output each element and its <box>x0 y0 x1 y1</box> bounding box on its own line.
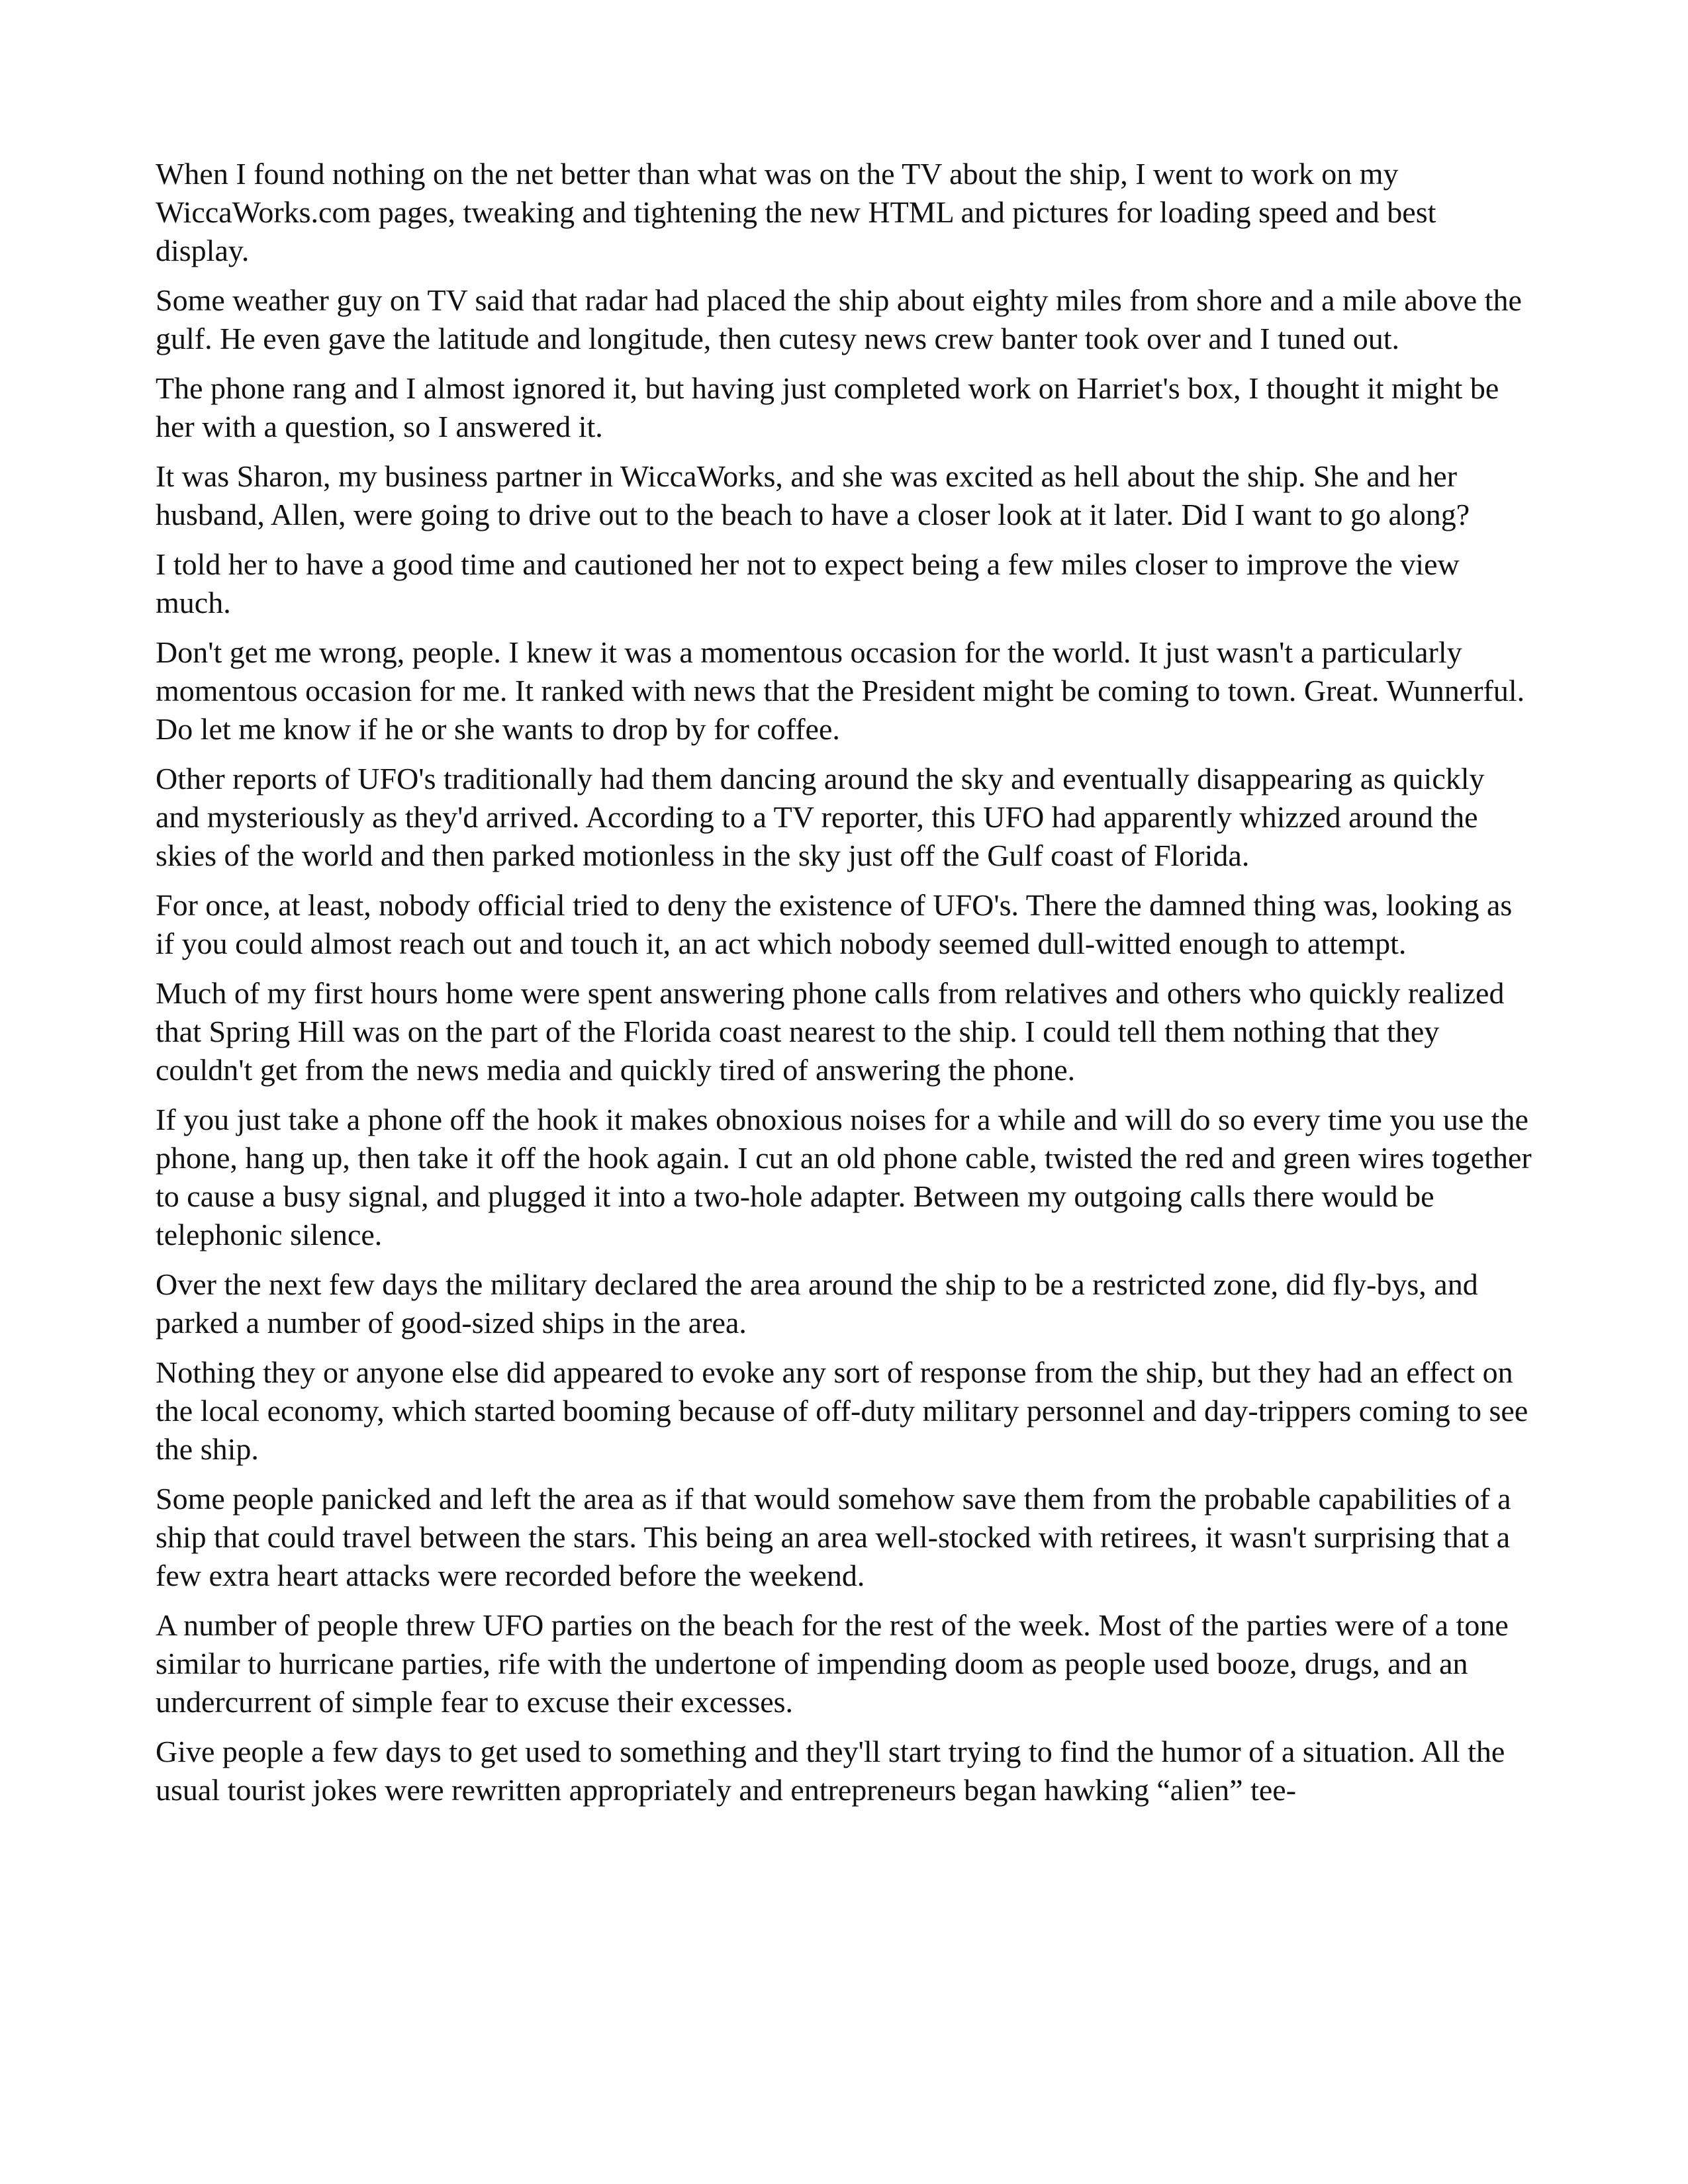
paragraph-3: The phone rang and I almost ignored it, but having just completed work on Harriet's box, I thought it might be her with a question, so I answered it. <box>156 371 1499 443</box>
paragraph-1: When I found nothing on the net better than what was on the TV about the ship, I went to work on my WiccaWorks.com pages, tweaking and tightening the new HTML and pictures for loading speed and best display. <box>156 157 1436 267</box>
paragraph-14: A number of people threw UFO parties on the beach for the rest of the week. Most of the parties were of a tone similar to hurricane parties, rife with the undertone of impending doom as people used booze, drugs, and an undercurrent of simple fear to excuse their excesses. <box>156 1608 1509 1719</box>
paragraph-4: It was Sharon, my business partner in WiccaWorks, and she was excited as hell about the ship. She and her husband, Allen, were going to drive out to the beach to have a closer look at it later. Did I want to go along? <box>156 459 1470 531</box>
paragraph-8: For once, at least, nobody official tried to deny the existence of UFO's. There the damned thing was, looking as if you could almost reach out and touch it, an act which nobody seemed dull-witted enough to attempt. <box>156 888 1513 960</box>
paragraph-13: Some people panicked and left the area as if that would somehow save them from the probable capabilities of a ship that could travel between the stars. This being an area well-stocked with retirees, it wasn't surprising that a few extra heart attacks were recorded before the weekend. <box>156 1482 1511 1592</box>
paragraph-15: Give people a few days to get used to something and they'll start trying to find the humor of a situation. All the usual tourist jokes were rewritten appropriately and entrepreneurs began hawking “alien” tee- <box>156 1735 1505 1807</box>
paragraph-10: If you just take a phone off the hook it makes obnoxious noises for a while and will do so every time you use the phone, hang up, then take it off the hook again. I cut an old phone cable, twisted the red and green wires together to cause a busy signal, and plugged it into a two-hole adapter. Between my outgoing calls there would be telephonic silence. <box>156 1103 1532 1251</box>
paragraph-12: Nothing they or anyone else did appeared to evoke any sort of response from the ship, but they had an effect on the local economy, which started booming because of off-duty military personnel and day-trippers coming to see the ship. <box>156 1355 1528 1466</box>
paragraph-7: Other reports of UFO's traditionally had them dancing around the sky and eventually disappearing as quickly and mysteriously as they'd arrived. According to a TV reporter, this UFO had apparently whizzed around the skies of the world and then parked motionless in the sky just off the Gulf coast of Florida. <box>156 762 1485 872</box>
paragraph-11: Over the next few days the military declared the area around the ship to be a restricted zone, did fly-bys, and parked a number of good-sized ships in the area. <box>156 1267 1478 1340</box>
paragraph-2: Some weather guy on TV said that radar had placed the ship about eighty miles from shore and a mile above the gulf. He even gave the latitude and longitude, then cutesy news crew banter took over and I tuned out. <box>156 283 1522 355</box>
paragraph-9: Much of my first hours home were spent answering phone calls from relatives and others who quickly realized that Spring Hill was on the part of the Florida coast nearest to the ship. I could tell them nothing that they couldn't get from the news media and quickly tired of answering the phone. <box>156 976 1505 1087</box>
paragraph-5: I told her to have a good time and cautioned her not to expect being a few miles closer to improve the view much. <box>156 547 1460 619</box>
paragraph-6: Don't get me wrong, people. I knew it was a momentous occasion for the world. It just wasn't a particularly momentous occasion for me. It ranked with news that the President might be coming to town. Great. Wunnerful. Do let me know if he or she wants to drop by for coffee. <box>156 635 1525 746</box>
document-page <box>156 155 1532 1821</box>
